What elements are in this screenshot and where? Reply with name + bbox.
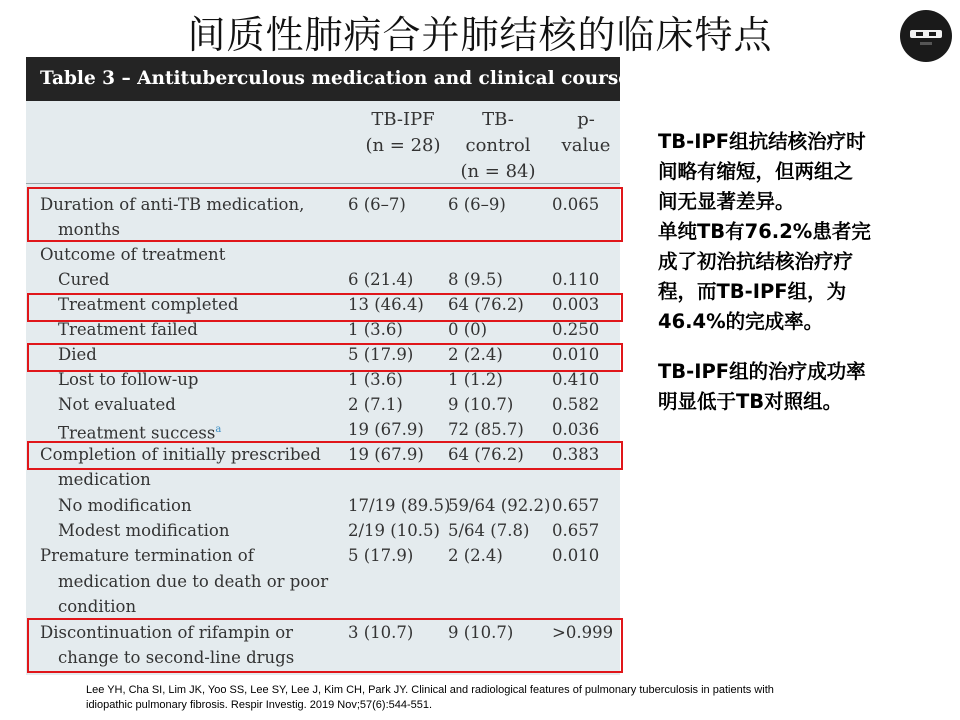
cell-control: 0 (0) (448, 320, 488, 339)
note-line: TB-IPF组的治疗成功率 (658, 360, 866, 383)
cell-control: 9 (10.7) (448, 395, 514, 414)
cell-tbipf: 5 (17.9) (348, 345, 414, 364)
cell-tbipf: 6 (21.4) (348, 270, 414, 289)
cell-tbipf: 3 (10.7) (348, 623, 414, 642)
citation (86, 683, 946, 713)
row-label: Completion of initially prescribed (40, 445, 321, 464)
cell-pvalue: 0.657 (552, 496, 600, 515)
cell-control: 2 (2.4) (448, 546, 503, 565)
cell-pvalue: >0.999 (552, 623, 614, 642)
row-label: Treatment completed (58, 295, 239, 314)
column-header-line: control (465, 135, 531, 156)
cell-tbipf: 17/19 (89.5) (348, 496, 451, 515)
cell-tbipf: 13 (46.4) (348, 295, 424, 314)
avatar-logo-icon (900, 10, 952, 62)
cell-pvalue: 0.010 (552, 546, 600, 565)
cell-control: 72 (85.7) (448, 420, 524, 439)
note-line: TB-IPF组抗结核治疗时 (658, 130, 866, 153)
cell-control: 2 (2.4) (448, 345, 503, 364)
citation-line: Lee YH, Cha SI, Lim JK, Yoo SS, Lee SY, Lee J, Kim CH, Park JY. Clinical and radiological features of pulmonary tuberculosis in patients with (86, 684, 774, 696)
row-label: No modification (58, 496, 192, 515)
note-line: 间略有缩短，但两组之 (658, 160, 854, 183)
column-header-line: (n = 28) (365, 135, 441, 156)
highlight-died-row (27, 343, 623, 372)
row-label-cont: change to second-line drugs (58, 648, 295, 667)
citation-line: idiopathic pulmonary fibrosis. Respir Investig. 2019 Nov;57(6):544-551. (86, 699, 433, 711)
highlight-completion-row (27, 441, 623, 470)
cell-control: 64 (76.2) (448, 445, 524, 464)
cell-tbipf: 1 (3.6) (348, 370, 403, 389)
row-label: Lost to follow-up (58, 370, 199, 389)
cell-control: 9 (10.7) (448, 623, 514, 642)
row-label: Outcome of treatment (40, 245, 226, 264)
column-header-line: (n = 84) (460, 161, 536, 182)
cell-pvalue: 0.065 (552, 195, 600, 214)
cell-pvalue: 0.010 (552, 345, 600, 364)
cell-tbipf: 1 (3.6) (348, 320, 403, 339)
header-divider (26, 183, 620, 184)
column-header-line: TB- (482, 109, 514, 130)
row-label: Premature termination of (40, 546, 254, 565)
row-label: Not evaluated (58, 395, 176, 414)
cell-pvalue: 0.383 (552, 445, 600, 464)
column-header-control (448, 107, 548, 185)
footnote-marker[interactable]: a (215, 424, 222, 435)
column-header-line: TB-IPF (371, 109, 435, 130)
cell-tbipf: 19 (67.9) (348, 445, 424, 464)
row-label-cont: medication (58, 470, 151, 489)
cell-tbipf: 5 (17.9) (348, 546, 414, 565)
cell-control: 6 (6–9) (448, 195, 506, 214)
cell-pvalue: 0.110 (552, 270, 600, 289)
row-label: Treatment failed (58, 320, 198, 339)
row-label: Discontinuation of rifampin or (40, 623, 294, 642)
note-line: 单纯TB有76.2%患者完 (658, 220, 871, 243)
cell-pvalue: 0.003 (552, 295, 600, 314)
slide-title: 间质性肺病合并肺结核的临床特点 (187, 13, 773, 57)
cell-tbipf: 2/19 (10.5) (348, 521, 440, 540)
note-paragraph-1 (658, 127, 928, 337)
note-line: 46.4%的完成率。 (658, 310, 824, 333)
highlight-treatment-completed-row (27, 293, 623, 322)
cell-pvalue: 0.250 (552, 320, 600, 339)
row-label-cont: medication due to death or poor (58, 572, 329, 591)
cell-control: 5/64 (7.8) (448, 521, 530, 540)
row-label: Cured (58, 270, 110, 289)
cell-control: 59/64 (92.2) (448, 496, 551, 515)
column-header-line: p- (577, 109, 595, 130)
note-line: 程，而TB-IPF组，为 (658, 280, 847, 303)
column-header-tbipf (348, 107, 458, 159)
cell-control: 64 (76.2) (448, 295, 524, 314)
note-paragraph-2 (658, 357, 928, 417)
note-line: 间无显著差异。 (658, 190, 795, 213)
cell-pvalue: 0.036 (552, 420, 600, 439)
column-header-line: value (561, 135, 611, 156)
cell-tbipf: 19 (67.9) (348, 420, 424, 439)
row-label-text: Treatment success (58, 423, 216, 443)
cell-pvalue: 0.657 (552, 521, 600, 540)
cell-control: 8 (9.5) (448, 270, 503, 289)
column-header-pvalue (546, 107, 626, 159)
row-label-cont: condition (58, 597, 137, 616)
cell-tbipf: 6 (6–7) (348, 195, 406, 214)
table-caption: Table 3 – Antituberculous medication and clinical course. (26, 57, 620, 101)
highlight-discontinuation-row (27, 618, 623, 673)
row-label-cont: months (58, 220, 120, 239)
cell-pvalue: 0.410 (552, 370, 600, 389)
highlight-duration-row (27, 187, 623, 242)
cell-control: 1 (1.2) (448, 370, 503, 389)
row-label: Died (58, 345, 97, 364)
row-label: Modest modification (58, 521, 230, 540)
cell-tbipf: 2 (7.1) (348, 395, 403, 414)
row-label: Duration of anti-TB medication, (40, 195, 305, 214)
note-line: 明显低于TB对照组。 (658, 390, 843, 413)
cell-pvalue: 0.582 (552, 395, 600, 414)
note-line: 成了初治抗结核治疗疗 (658, 250, 854, 273)
